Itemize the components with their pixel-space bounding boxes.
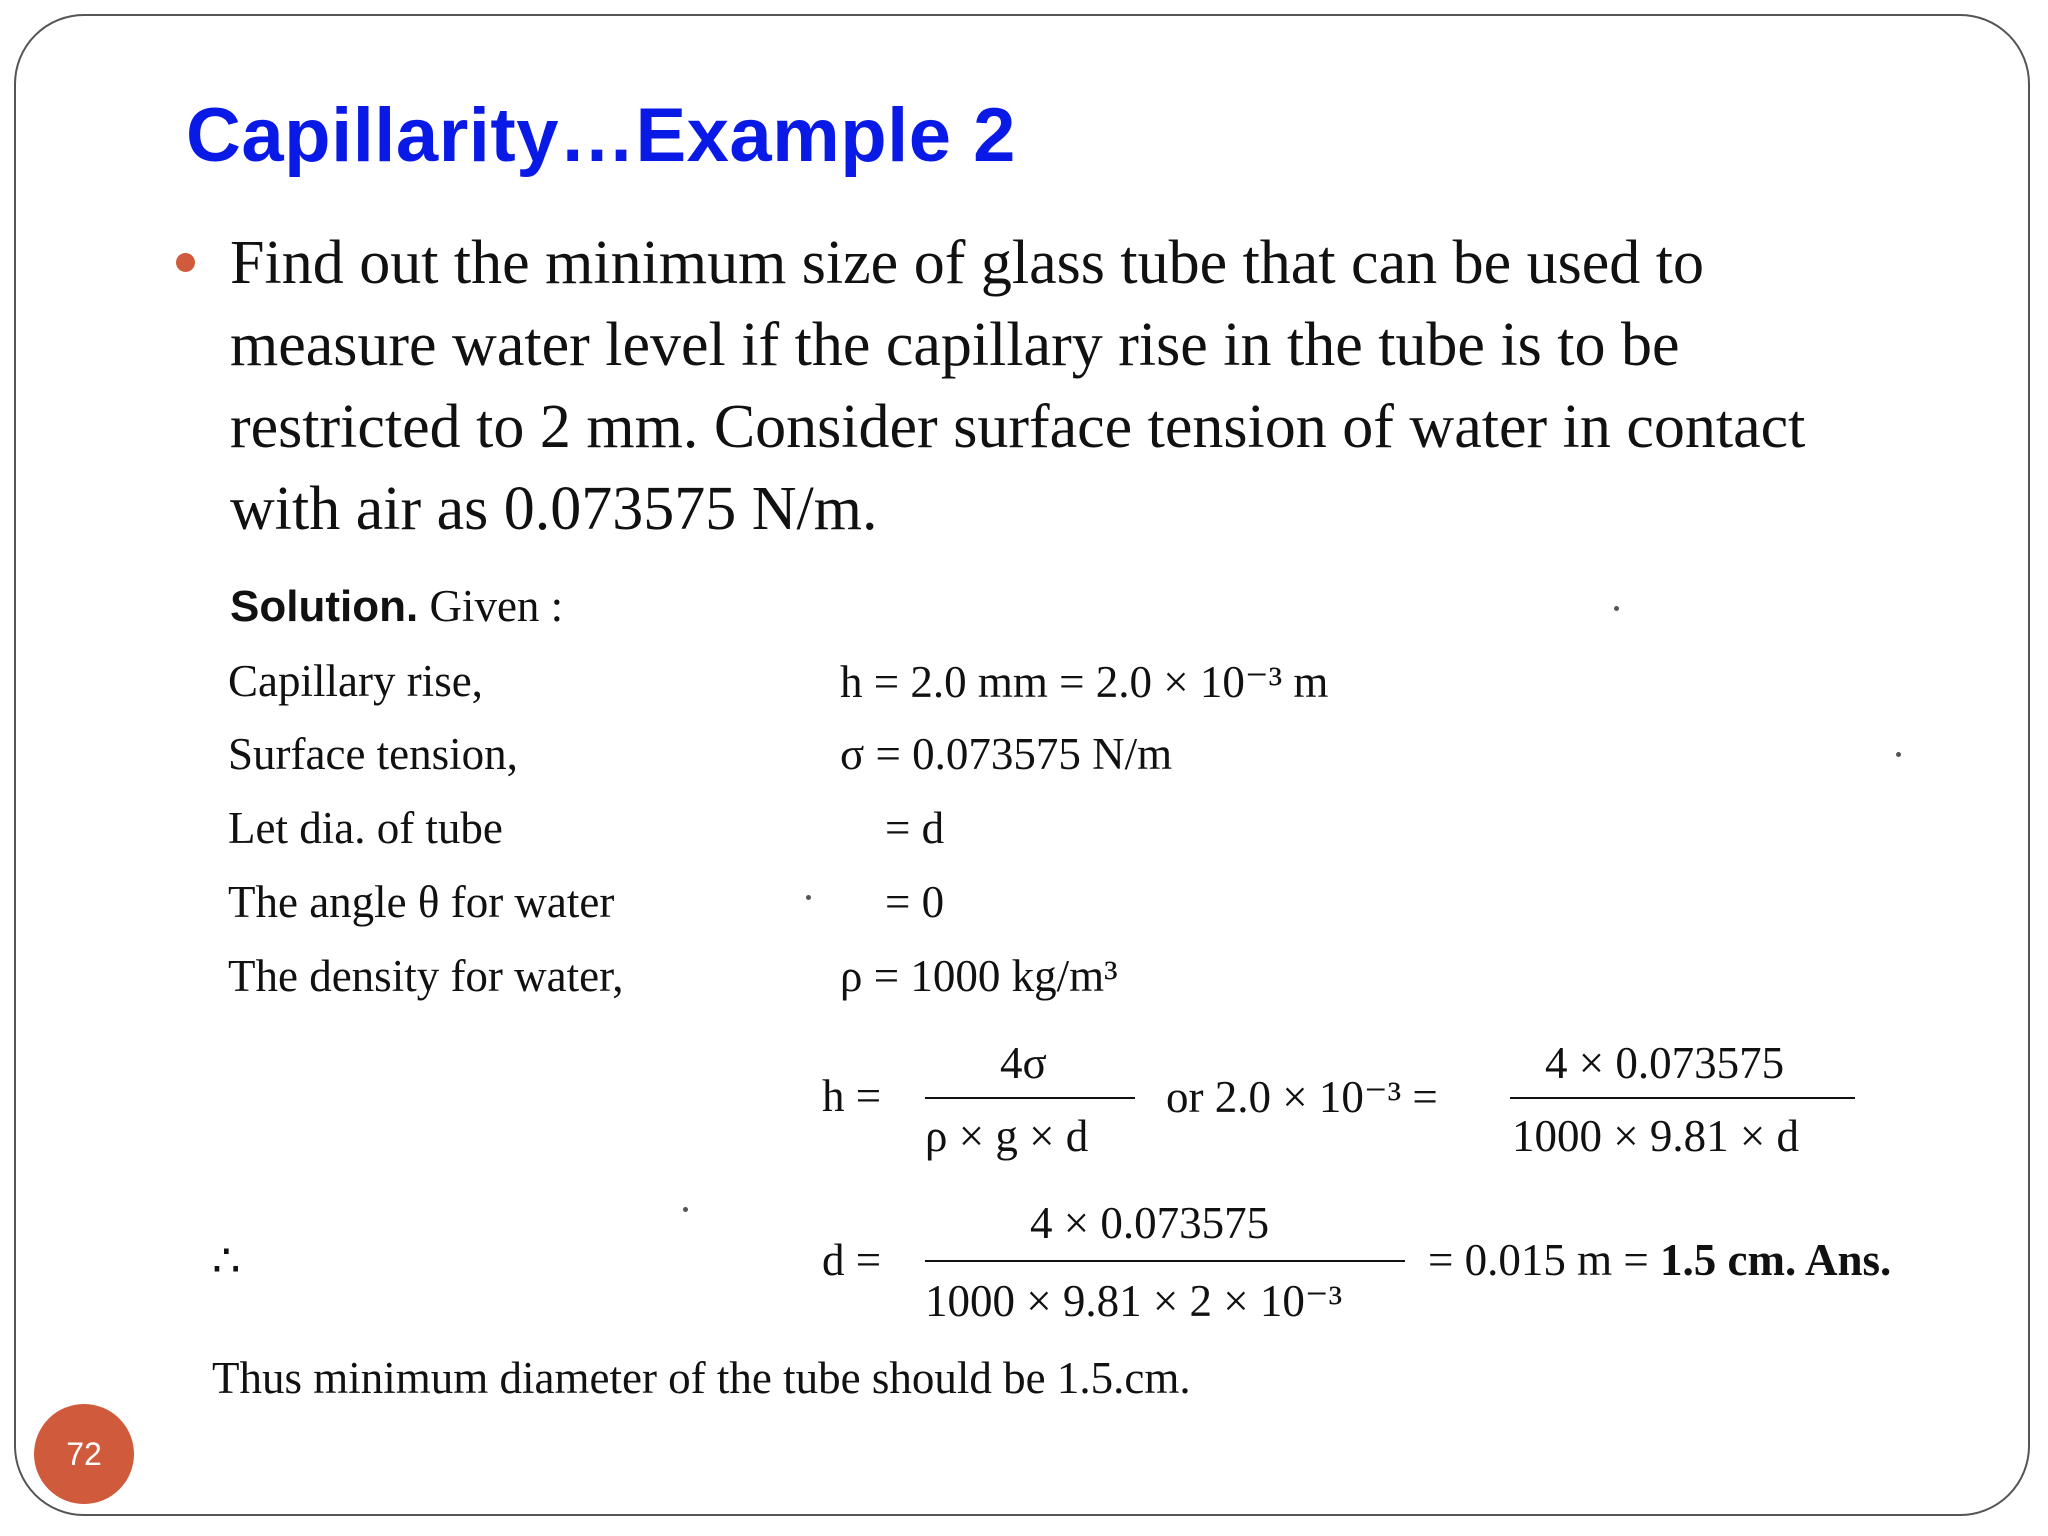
eq2-fraction-bar	[925, 1260, 1405, 1262]
scan-speck	[683, 1207, 688, 1212]
eq1-fraction-bar-2	[1510, 1097, 1855, 1099]
solution-heading	[230, 580, 563, 632]
eq1-numerator-2: 4 × 0.073575	[1545, 1038, 1785, 1088]
given-label-surface-tension: Surface tension,	[228, 729, 518, 779]
eq2-result-prefix	[1428, 1234, 1891, 1286]
eq2-lhs: d =	[822, 1235, 882, 1285]
eq1-denominator: ρ × g × d	[925, 1111, 1089, 1161]
eq1-numerator: 4σ	[1000, 1038, 1047, 1088]
given-label-tube-diameter: Let dia. of tube	[228, 803, 503, 853]
given-value-tube-diameter: = d	[885, 803, 945, 853]
given-label-capillary-rise: Capillary rise,	[228, 656, 483, 706]
therefore-symbol: ∴	[212, 1236, 241, 1286]
eq2-result: = 0.015 m =	[1428, 1235, 1649, 1285]
eq2-denominator: 1000 × 9.81 × 2 × 10⁻³	[925, 1276, 1343, 1326]
scan-speck	[806, 895, 811, 900]
scan-speck	[1614, 606, 1619, 611]
eq1-denominator-2: 1000 × 9.81 × d	[1512, 1111, 1800, 1161]
given-value-surface-tension: σ = 0.073575 N/m	[840, 729, 1173, 779]
eq1-middle: or 2.0 × 10⁻³ =	[1166, 1072, 1438, 1122]
solution-conclusion: Thus minimum diameter of the tube should be 1.5.cm.	[212, 1353, 1191, 1403]
given-label-angle: The angle θ for water	[228, 877, 615, 927]
slide-title: Capillarity…Example 2	[186, 93, 1016, 178]
eq1-fraction-bar	[925, 1097, 1135, 1099]
solution-heading-bold: Solution.	[230, 582, 419, 631]
given-label-density: The density for water,	[228, 951, 624, 1001]
scan-speck	[1896, 752, 1901, 757]
given-value-angle: = 0	[885, 877, 945, 927]
given-value-density: ρ = 1000 kg/m³	[840, 951, 1118, 1001]
given-value-capillary-rise: h = 2.0 mm = 2.0 × 10⁻³ m	[840, 657, 1329, 707]
page-number-badge: 72	[34, 1404, 134, 1504]
eq2-numerator: 4 × 0.073575	[1030, 1198, 1270, 1248]
solution-heading-suffix: Given :	[429, 581, 564, 631]
eq2-answer: 1.5 cm. Ans.	[1660, 1235, 1892, 1285]
problem-statement: Find out the minimum size of glass tube that can be used to measure water level if the capillary rise in the tube is to be restricted to 2 mm. Consider surface tension of water in contact with air as 0.073575 N/m.	[230, 229, 1806, 543]
eq1-lhs: h =	[822, 1071, 882, 1121]
